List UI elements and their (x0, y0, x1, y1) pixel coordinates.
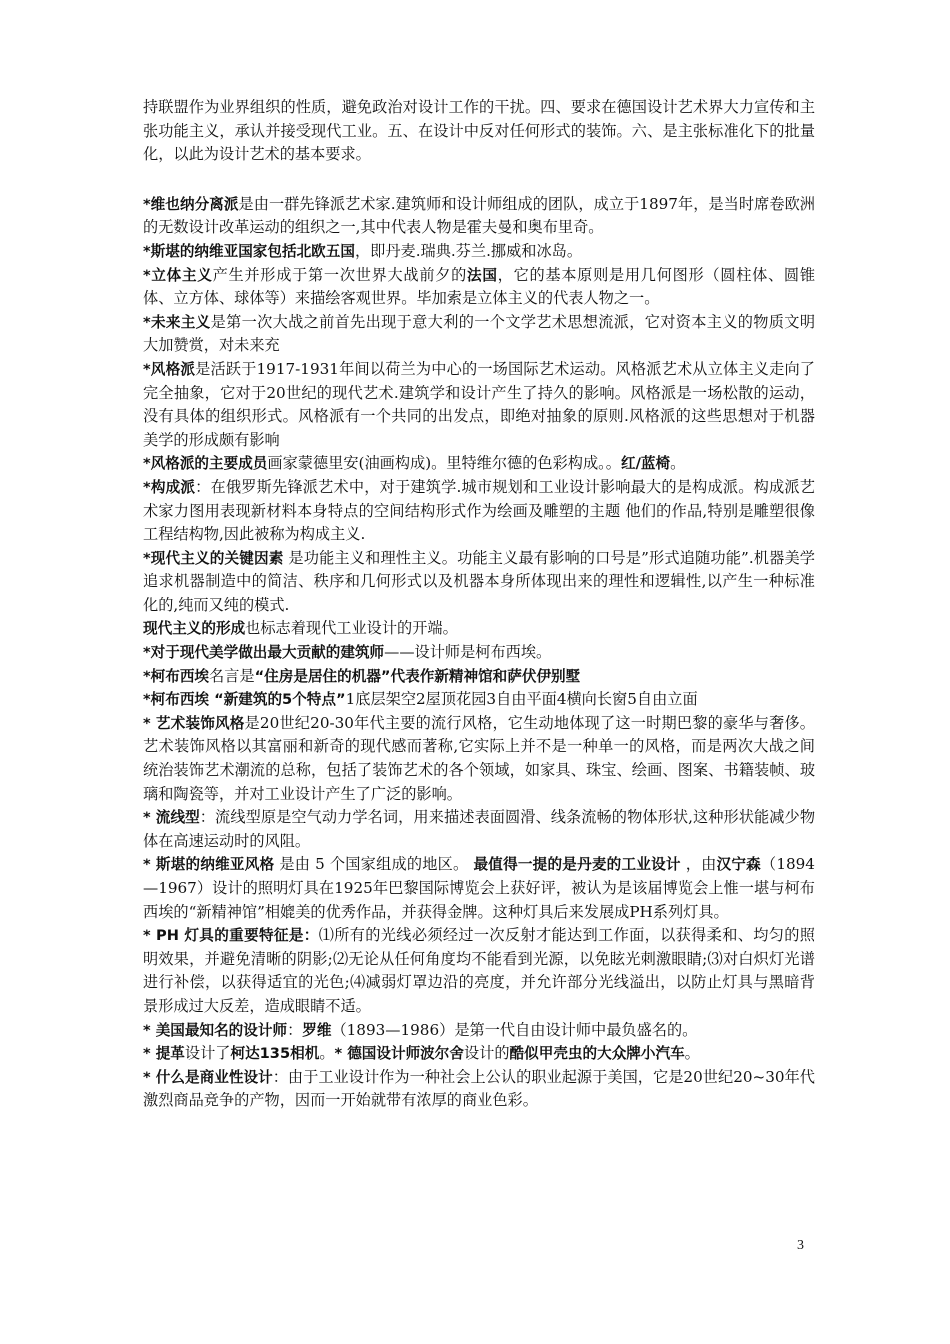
bold-term: 法国 (467, 266, 498, 284)
paragraph (143, 547, 815, 618)
text-run: ，由 (680, 855, 717, 874)
text-run: 是第一次大战之前首先出现于意大利的一个文学艺术思想流派，它对资本主义的物质文明大加赞赏，对未来充 (143, 312, 816, 355)
bold-term: *构成派 (143, 478, 196, 496)
text-run: 1底层架空2屋顶花园3自由平面4横向长窗5自由立面 (345, 690, 698, 709)
bold-term: * 德国设计师波尔舍 (334, 1045, 464, 1063)
text-run: （1894—1967）设计的照明灯具在1925年巴黎国际博览会上获好评，被认为是该届博览会上惟一堪与柯布西埃的“新精神馆”相媲美的优秀作品，并获得金牌。这种灯具后来发展成PH系列灯具。 (143, 855, 815, 921)
bold-term: *风格派的主要成员 (143, 455, 268, 473)
text-run: 是活跃于1917-1931年间以荷兰为中心的一场国际艺术运动。风格派艺术从立体主义走向了完全抽象，它对于20世纪的现代艺术.建筑学和设计产生了持久的影响。风格派是一场松散的运动，没有具体的组织形式。风格派有一个共同的出发点，即绝对抽象的原则.风格派的这些思想对于机器美学的形成颇有影响 (143, 359, 815, 449)
paragraph (143, 193, 815, 240)
paragraph (143, 96, 815, 167)
bold-term: 现代主义的形成 (143, 620, 246, 638)
text-run: ，即丹麦.瑞典.芬兰.挪威和冰岛。 (354, 241, 583, 260)
paragraph (143, 311, 815, 358)
text-run: 产生并形成于第一次世界大战前夕的 (212, 265, 468, 284)
text-run: ——设计师是柯布西埃。 (384, 643, 552, 662)
text-run: ： (287, 1020, 303, 1039)
paragraph (143, 476, 815, 547)
bold-term: *立体主义 (143, 266, 213, 284)
text-run: ：流线型原是空气动力学名词，用来描述表面圆滑、线条流畅的物体形状,这种形状能减少物体在高速运动时的风阻。 (143, 808, 816, 850)
paragraph (143, 712, 815, 806)
page-number: 3 (797, 1238, 804, 1253)
bold-term: 罗维 (302, 1021, 332, 1039)
bold-term: *柯布西埃 “新建筑的5个特点” (143, 691, 346, 709)
text-run: 设计了 (184, 1044, 231, 1063)
paragraph (143, 1019, 815, 1043)
paragraph (143, 806, 815, 853)
bold-term: “住房是居住的机器”代表作新精神馆和萨伏伊别墅 (254, 667, 581, 685)
bold-term: 酷似甲壳虫的大众牌小汽车 (509, 1045, 685, 1063)
paragraph (143, 240, 815, 264)
text-run: 画家蒙德里安(油画构成)。里特维尔德的色彩构成。。 (267, 454, 621, 473)
bold-term: *维也纳分离派 (143, 195, 239, 213)
bold-term: * PH 灯具的重要特征是： (143, 927, 319, 945)
bold-term: 红/蓝椅 (620, 455, 671, 473)
text-run: 名言是 (209, 666, 255, 685)
text-run: 是20世纪20-30年代主要的流行风格，它生动地体现了这一时期巴黎的豪华与奢侈。艺术装饰风格以其富丽和新奇的现代感而著称,它实际上并不是一种单一的风格，而是两次大战之间统治装饰艺术潮流的总称，包括了装饰艺术的各个领域，如家具、珠宝、绘画、图案、书籍装帧、玻璃和陶瓷等，并对工业设计产生了广泛的影响。 (143, 713, 815, 803)
text-run: 是由 5 个国家组成的地区。 (274, 855, 474, 874)
paragraph (143, 688, 815, 712)
bold-term: *风格派 (143, 360, 196, 378)
paragraph (143, 1042, 815, 1066)
text-run: 是功能主义和理性主义。功能主义最有影响的口号是”形式追随功能”.机器美学追求机器制造中的简洁、秩序和几何形式以及机器本身所体现出来的理性和逻辑性,以产生一种标准化的,纯而又纯的模式. (143, 548, 815, 614)
text-run: ⑴所有的光线必须经过一次反射才能达到工作面，以获得柔和、均匀的照明效果，并避免清晰的阴影;⑵无论从任何角度均不能看到光源，以免眩光刺激眼睛;⑶对白炽灯光谱进行补偿，以获得适宜的光色;⑷减弱灯罩边沿的亮度，并允许部分光线溢出，以防止灯具与黑暗背景形成过大反差，造成眼睛不适。 (143, 926, 815, 1015)
bold-term: 柯达135相机 (230, 1045, 320, 1063)
text-run: 也标志着现代工业设计的开端。 (245, 619, 458, 638)
bold-term: * 什么是商业性设计 (143, 1068, 273, 1086)
text-run: （1893—1986）是第一代自由设计师中最负盛名的。 (331, 1020, 698, 1039)
bold-term: 汉宁森 (716, 856, 761, 874)
text-run: 是由一群先锋派艺术家.建筑师和设计师组成的团队，成立于1897年，是当时席卷欧洲的无数设计改革运动的组织之一,其中代表人物是霍夫曼和奥布里奇。 (143, 194, 815, 237)
paragraph (143, 924, 815, 1018)
paragraph (143, 617, 815, 641)
paragraph (143, 452, 815, 476)
bold-term: * 美国最知名的设计师 (143, 1021, 288, 1039)
paragraph (143, 853, 815, 924)
text-run: ，它的基本原则是用几何图形（圆柱体、圆锥体、立方体、球体等）来描绘客观世界。毕加索是立体主义的代表人物之一。 (143, 265, 816, 308)
paragraph (143, 358, 815, 452)
bold-term: * 提革 (143, 1045, 185, 1063)
bold-term: *斯堪的纳维亚国家包括北欧五国 (143, 242, 355, 260)
text-run: 持联盟作为业界组织的性质，避免政治对设计工作的干扰。四、要求在德国设计艺术界大力宣传和主张功能主义，承认并接受现代工业。五、在设计中反对任何形式的装饰。六、是主张标准化下的批量化，以此为设计艺术的基本要求。 (143, 98, 815, 164)
bold-term: * 流线型 (143, 809, 200, 827)
bold-term: * 斯堪的纳维亚风格 (143, 856, 275, 874)
text-run: 设计的 (463, 1044, 510, 1063)
text-run: 。 (670, 454, 686, 473)
paragraph (143, 1066, 815, 1113)
bold-term: 最值得一提的是丹麦的工业设计 (473, 856, 681, 874)
paragraph-gap (143, 167, 815, 193)
bold-term: *柯布西埃 (143, 667, 210, 685)
text-run: 。 (684, 1044, 700, 1063)
bold-term: *现代主义的关键因素 (143, 549, 284, 567)
text-run: ：在俄罗斯先锋派艺术中，对于建筑学.城市规划和工业设计影响最大的是构成派。构成派艺术家力图用表现新材料本身特点的空间结构形式作为绘画及雕塑的主题 他们的作品,特别是雕塑很像工程结构物,因此被称为构成主义. (143, 477, 815, 544)
bold-term: *未来主义 (143, 313, 211, 331)
bold-term: *对于现代美学做出最大贡献的建筑师 (143, 644, 385, 662)
bold-term: * 艺术装饰风格 (143, 714, 245, 732)
text-run: 。 (319, 1044, 335, 1063)
paragraph (143, 665, 815, 689)
body-text (143, 96, 815, 1113)
paragraph (143, 641, 815, 665)
paragraph (143, 264, 815, 311)
text-run: ：由于工业设计作为一种社会上公认的职业起源于美国，它是20世纪20~30年代激烈商品竞争的产物，因而一开始就带有浓厚的商业色彩。 (143, 1067, 815, 1110)
